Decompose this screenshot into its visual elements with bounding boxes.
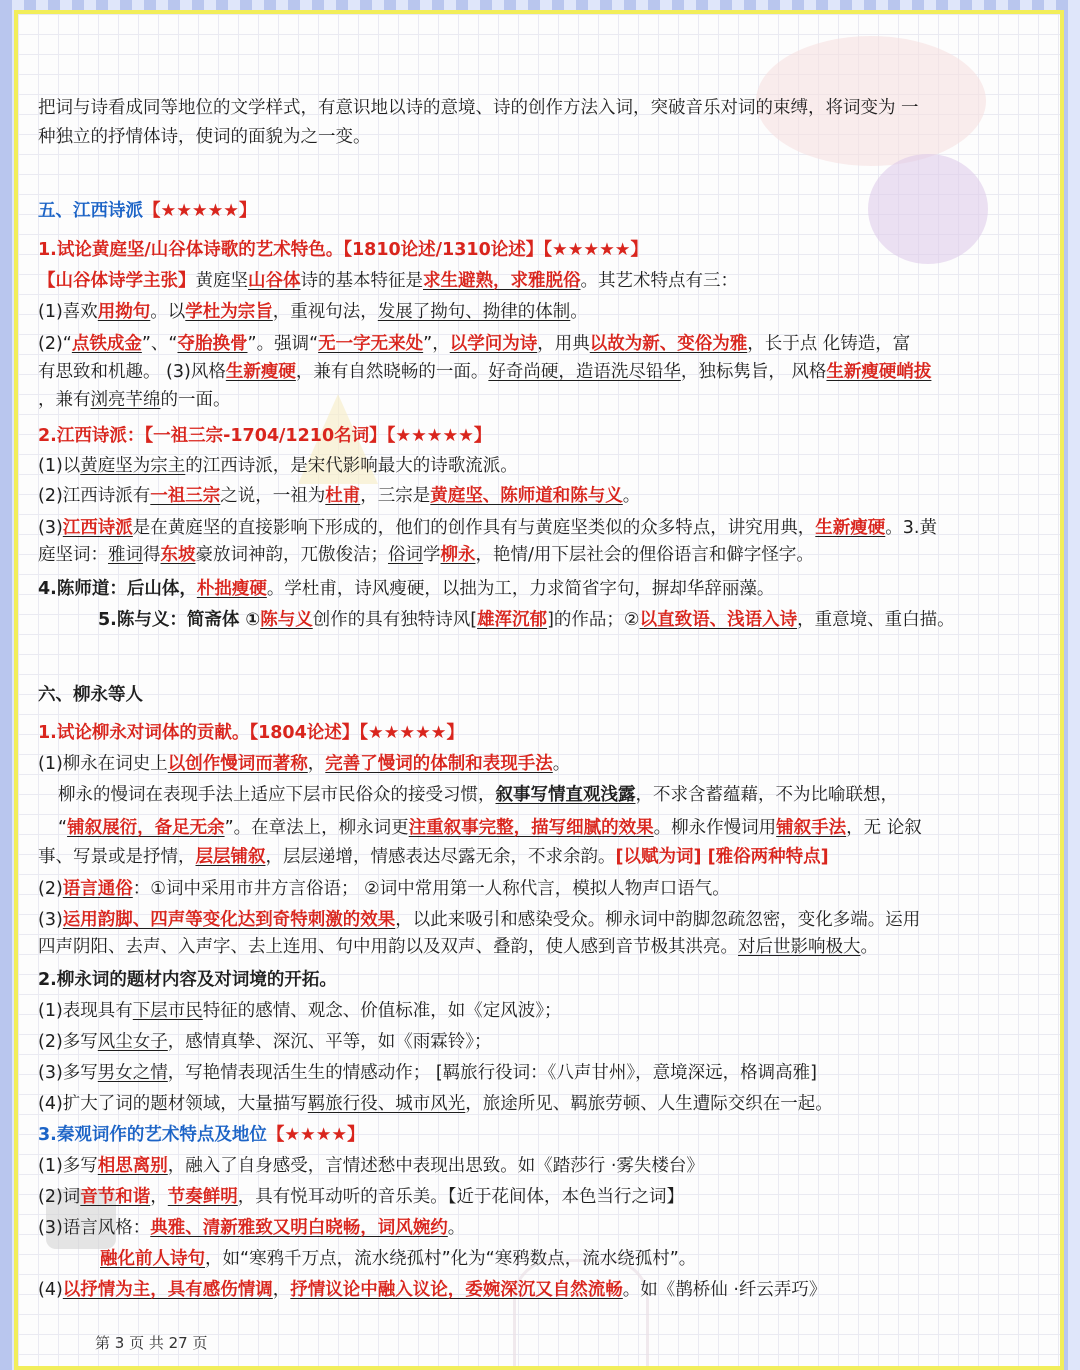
intro-line-2: 种独立的抒情体诗，使词的面貌为之一变。 <box>38 127 371 147</box>
berry-sticker-icon <box>868 154 988 264</box>
text-line: (2)多写风尘女子，感情真挚、深沉、平等，如《雨霖铃》； <box>38 1032 492 1052</box>
text-line: (3)运用韵脚、四声等变化达到奇特刺激的效果，以此来吸引和感染受众。柳永词中韵脚忽疏忽密，变化多端。运用 <box>38 910 921 930</box>
question-title: 2.江西诗派：【一祖三宗-1704/1210名词】【★★★★★】 <box>38 426 492 446</box>
text-line: 事、写景或是抒情，层层铺叙，层层递增，情感表达尽露无余，不求余韵。[以赋为词] [雅俗两种特点] <box>38 847 829 867</box>
text-line: 有思致和机趣。 (3)风格生新瘦硬，兼有自然晓畅的一面。好奇尚硬，造语洗尽铅华，独标隽旨， 风格生新瘦硬峭拔 <box>38 362 932 382</box>
cat-sticker-icon <box>513 1259 649 1370</box>
text-line: (2)词音节和谐，节奏鲜明，具有悦耳动听的音乐美。【近于花间体，本色当行之词】 <box>38 1187 685 1207</box>
question-title: 3.秦观词作的艺术特点及地位【★★★★】 <box>38 1125 365 1145</box>
intro-line-1: 把词与诗看成同等地位的文学样式，有意识地以诗的意境、诗的创作方法入词，突破音乐对词的束缚，将词变为 一 <box>38 98 919 118</box>
text-line: 庭坚词：雅词得东坡豪放词神韵，兀傲俊洁；俗词学柳永，艳情/用下层社会的俚俗语言和僻字怪字。 <box>38 545 814 565</box>
text-line: (3)语言风格：典雅、清新雅致又明白晓畅，词风婉约。 <box>38 1218 466 1238</box>
question-title: 2.柳永词的题材内容及对词境的开拓。 <box>38 970 337 990</box>
text-line: (3)江西诗派是在黄庭坚的直接影响下形成的，他们的创作具有与黄庭坚类似的众多特点，讲究用典，生新瘦硬。3.黄 <box>38 518 937 538</box>
text-line: (2)语言通俗：①词中采用市井方言俗语； ②词中常用第一人称代言，模拟人物声口语气。 <box>38 879 730 899</box>
text-line: (1)以黄庭坚为宗主的江西诗派，是宋代影响最大的诗歌流派。 <box>38 456 518 476</box>
text-line: (1)多写相思离别，融入了自身感受，言情述愁中表现出思致。如《踏莎行 ·雾失楼台》 <box>38 1156 704 1176</box>
text-line: (1)柳永在词史上以创作慢词而著称，完善了慢词的体制和表现手法。 <box>38 754 571 774</box>
section-6-heading: 六、柳永等人 <box>38 685 143 705</box>
text-line: ，兼有浏亮芊绵的一面。 <box>38 390 231 410</box>
text-line: 四声阴阳、去声、入声字、去上连用、句中用韵以及双声、叠韵，使人感到音节极其洪亮。对后世影响极大。 <box>38 937 878 957</box>
section-5-heading: 五、江西诗派【★★★★★】 <box>38 201 257 221</box>
text-line: (2)“点铁成金”、“夺胎换骨”。强调“无一字无来处”，以学问为诗，用典以故为新、变俗为雅，长于点 化铸造，富 <box>38 334 911 354</box>
text-line: (1)喜欢用拗句。以学杜为宗旨，重视句法，发展了拗句、拗律的体制。 <box>38 302 588 322</box>
text-line: (1)表现具有下层市民特征的感情、观念、价值标准，如《定风波》； <box>38 1001 562 1021</box>
text-line: 4.陈师道：后山体，朴拙瘦硬。学杜甫，诗风瘦硬，以拙为工，力求简省字句，摒却华辞丽藻。 <box>38 579 775 599</box>
text-line: “铺叙展衍，备足无余”。在章法上，柳永词更注重叙事完整，描写细腻的效果。柳永作慢词用铺叙手法，无 论叙 <box>58 818 922 838</box>
question-title: 1.试论柳永对词体的贡献。【1804论述】【★★★★★】 <box>38 723 464 743</box>
page-number: 第 3 页 共 27 页 <box>95 1334 208 1352</box>
text-line: 柳永的慢词在表现手法上适应下层市民俗众的接受习惯，叙事写情直观浅露，不求含蓄蕴藉，不为比喻联想， <box>58 785 898 805</box>
text-line: 5.陈与义：简斋体 ①陈与义创作的具有独特诗风[雄浑沉郁]的作品；②以直致语、浅语入诗，重意境、重白描。 <box>98 610 955 630</box>
text-line: (2)江西诗派有一祖三宗之说，一祖为杜甫，三宗是黄庭坚、陈师道和陈与义。 <box>38 486 641 506</box>
question-title: 1.试论黄庭坚/山谷体诗歌的艺术特色。【1810论述/1310论述】【★★★★★】 <box>38 240 648 260</box>
text-line: 融化前人诗句，如“寒鸦千万点，流水绕孤村”化为“寒鸦数点，流水绕孤村”。 <box>100 1249 697 1269</box>
text-line: 【山谷体诗学主张】黄庭坚山谷体诗的基本特征是求生避熟，求雅脱俗。其艺术特点有三： <box>38 271 738 291</box>
text-line: (3)多写男女之情，写艳情表现活生生的情感动作； [羁旅行役词：《八声甘州》，意境深远，格调高雅] <box>38 1063 818 1083</box>
text-line: (4)以抒情为主，具有感伤情调，抒情议论中融入议论，委婉深沉又自然流畅。如《鹊桥仙 ·纤云弄巧》 <box>38 1280 827 1300</box>
text-line: (4)扩大了词的题材领域，大量描写羁旅行役、城市风光，旅途所见、羁旅劳顿、人生遭际交织在一起。 <box>38 1094 833 1114</box>
